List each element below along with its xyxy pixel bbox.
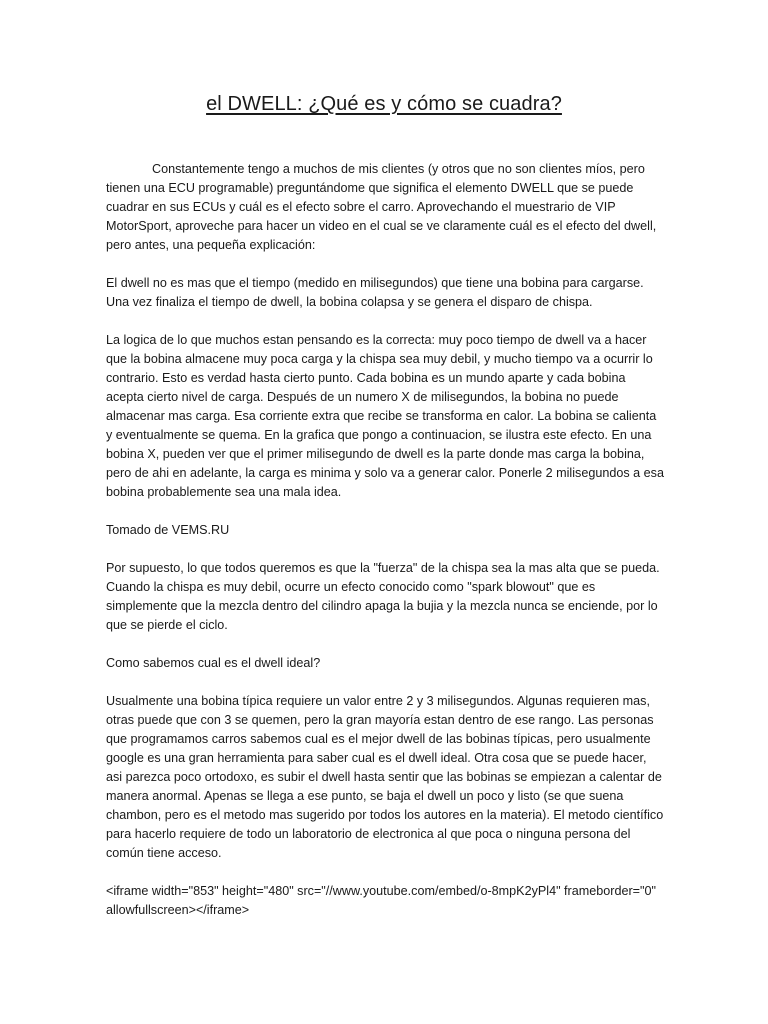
paragraph-ideal-dwell: Usualmente una bobina típica requiere un valor entre 2 y 3 milisegundos. Algunas requieren mas, otras puede que con 3 se quemen, pero la gran mayoría estan dentro de ese rango. Las personas que programamos carros sabemos cual es el mejor dwell de las bobinas típicas, pero usualmente google es una gran herramienta para saber cual es el dwell ideal. Otra cosa que se puede hacer, asi parezca poco ortodoxo, es subir el dwell hasta sentir que las bobinas se empiezan a calentar de manera anormal. Apenas se llega a ese punto, se baja el dwell un poco y listo (se que suena chambon, pero es el metodo mas sugerido por todos los autores en la materia). El metodo científico para hacerlo requiere de todo un laboratorio de electronica al que poca o ninguna persona del común tiene acceso. bbox=[106, 694, 664, 860]
paragraph-iframe-code: <iframe width="853" height="480" src="//www.youtube.com/embed/o-8mpK2yPl4" frameborder="0" allowfullscreen></iframe> bbox=[106, 884, 656, 917]
paragraph-intro: Constantemente tengo a muchos de mis clientes (y otros que no son clientes míos, pero tienen una ECU programable) preguntándome que significa el elemento DWELL que se puede cuadrar en sus ECUs y cuál es el efecto sobre el carro. Aprovechando el muestrario de VIP MotorSport, aproveche para hacer un video en el cual se ve claramente cuál es el efecto del dwell, pero antes, una pequeña explicación: bbox=[106, 162, 657, 252]
paragraph-logic: La logica de lo que muchos estan pensando es la correcta: muy poco tiempo de dwell va a hacer que la bobina almacene muy poca carga y la chispa sea muy debil, y mucho tiempo va a ocurrir lo contrario. Esto es verdad hasta cierto punto. Cada bobina es un mundo aparte y cada bobina acepta cierto nivel de carga. Después de un numero X de milisegundos, la bobina no puede almacenar mas carga. Esa corriente extra que recibe se transforma en calor. La bobina se calienta y eventualmente se quema. En la grafica que pongo a continuacion, se ilustra este efecto. En una bobina X, pueden ver que el primer milisegundo de dwell es la parte donde mas carga la bobina, pero de ahi en adelante, la carga es minima y solo va a generar calor. Ponerle 2 milisegundos a esa bobina probablemente sea una mala idea. bbox=[106, 333, 664, 499]
paragraph-source: Tomado de VEMS.RU bbox=[106, 523, 230, 537]
document-title: el DWELL: ¿Qué es y cómo se cuadra? bbox=[206, 93, 562, 115]
document-body bbox=[106, 160, 666, 939]
paragraph-question: Como sabemos cual es el dwell ideal? bbox=[106, 656, 321, 670]
paragraph-dwell-definition: El dwell no es mas que el tiempo (medido en milisegundos) que tiene una bobina para cargarse. Una vez finaliza el tiempo de dwell, la bobina colapsa y se genera el disparo de chispa. bbox=[106, 276, 644, 309]
paragraph-spark-blowout: Por supuesto, lo que todos queremos es que la "fuerza" de la chispa sea la mas alta que se pueda. Cuando la chispa es muy debil, ocurre un efecto conocido como "spark blowout" que es simplemente que la mezcla dentro del cilindro apaga la bujia y la mezcla nunca se enciende, por lo que se pierde el ciclo. bbox=[106, 561, 660, 632]
